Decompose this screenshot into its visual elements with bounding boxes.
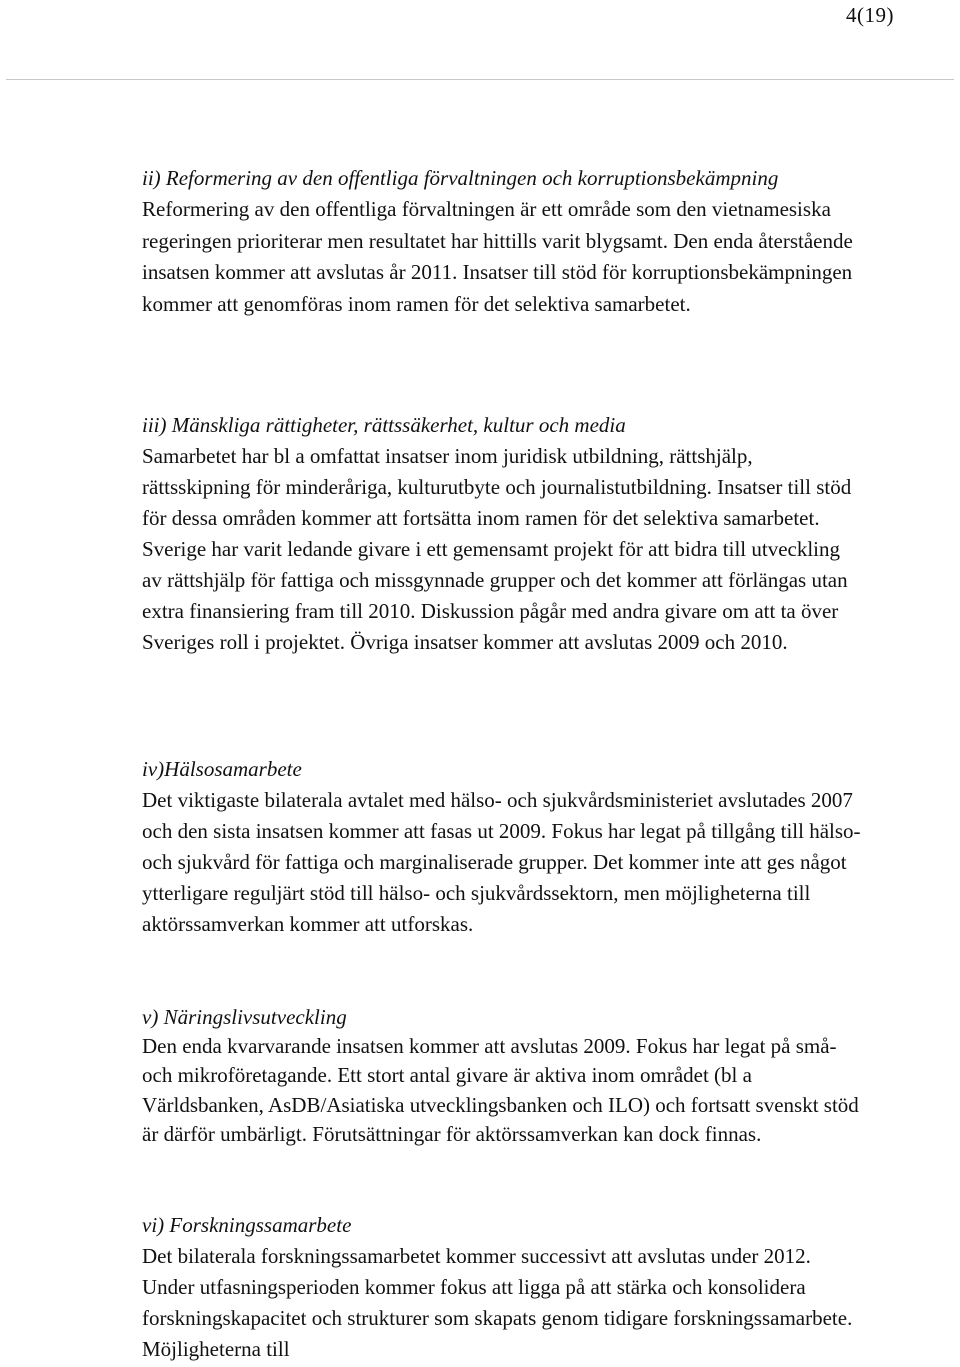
section-business-development — [142, 1003, 862, 1149]
section-heading: v) Näringslivsutveckling — [142, 1005, 347, 1029]
section-body: Det viktigaste bilaterala avtalet med hälso- och sjukvårdsministeriet avslutades 2007 och den sista insatsen kommer att fasas ut 2009. Fokus har legat på tillgång till hälso- och sjukvård för fattiga och marginaliserade grupper. Det kommer inte att ges något ytterligare reguljärt stöd till hälso- och sjukvårdssektorn, men möjligheterna till aktörssamverkan kommer att utforskas. — [142, 788, 861, 936]
section-heading: iii) Mänskliga rättigheter, rättssäkerhet, kultur och media — [142, 413, 626, 437]
page-number: 4(19) — [846, 3, 894, 27]
section-heading: ii) Reformering av den offentliga förvaltningen och korruptionsbekämpning — [142, 166, 779, 190]
section-body: Den enda kvarvarande insatsen kommer att avslutas 2009. Fokus har legat på små- och mikroföretagande. Ett stort antal givare är aktiva inom området (bl a Världsbanken, AsDB/Asiatiska utvecklingsbanken och ILO) och fortsatt svenskt stöd är därför umbärligt. Förutsättningar för aktörssamverkan kan dock finnas. — [142, 1034, 859, 1146]
section-body: Samarbetet har bl a omfattat insatser inom juridisk utbildning, rättshjälp, rättsskipning för minderåriga, kulturutbyte och journalistutbildning. Insatser till stöd för dessa områden kommer att fortsätta inom ramen för det selektiva samarbetet. Sverige har varit ledande givare i ett gemensamt projekt för att bidra till utveckling av rättshjälp för fattiga och missgynnade grupper och det kommer att förlängas utan extra finansiering fram till 2010. Diskussion pågår med andra givare om att ta över Sveriges roll i projektet. Övriga insatser kommer att avslutas 2009 och 2010. — [142, 444, 852, 654]
section-health — [142, 754, 862, 940]
section-heading: iv)Hälsosamarbete — [142, 757, 302, 781]
section-body: Reformering av den offentliga förvaltningen är ett område som den vietnamesiska regeringen prioriterar men resultatet har hittills varit blygsamt. Den enda återstående insatsen kommer att avslutas år 2011. Insatser till stöd för korruptionsbekämpningen kommer att genomföras inom ramen för det selektiva samarbetet. — [142, 197, 853, 316]
section-public-administration — [142, 163, 862, 320]
section-body: Det bilaterala forskningssamarbetet kommer successivt att avslutas under 2012. Under utfasningsperioden kommer fokus att ligga på att stärka och konsolidera forskningskapacitet och strukturer som skapats genom tidigare forskningssamarbete. Möjligheterna till — [142, 1244, 853, 1361]
section-heading: vi) Forskningssamarbete — [142, 1213, 352, 1237]
header-rule — [6, 79, 954, 80]
section-research — [142, 1210, 862, 1365]
section-human-rights — [142, 410, 862, 658]
